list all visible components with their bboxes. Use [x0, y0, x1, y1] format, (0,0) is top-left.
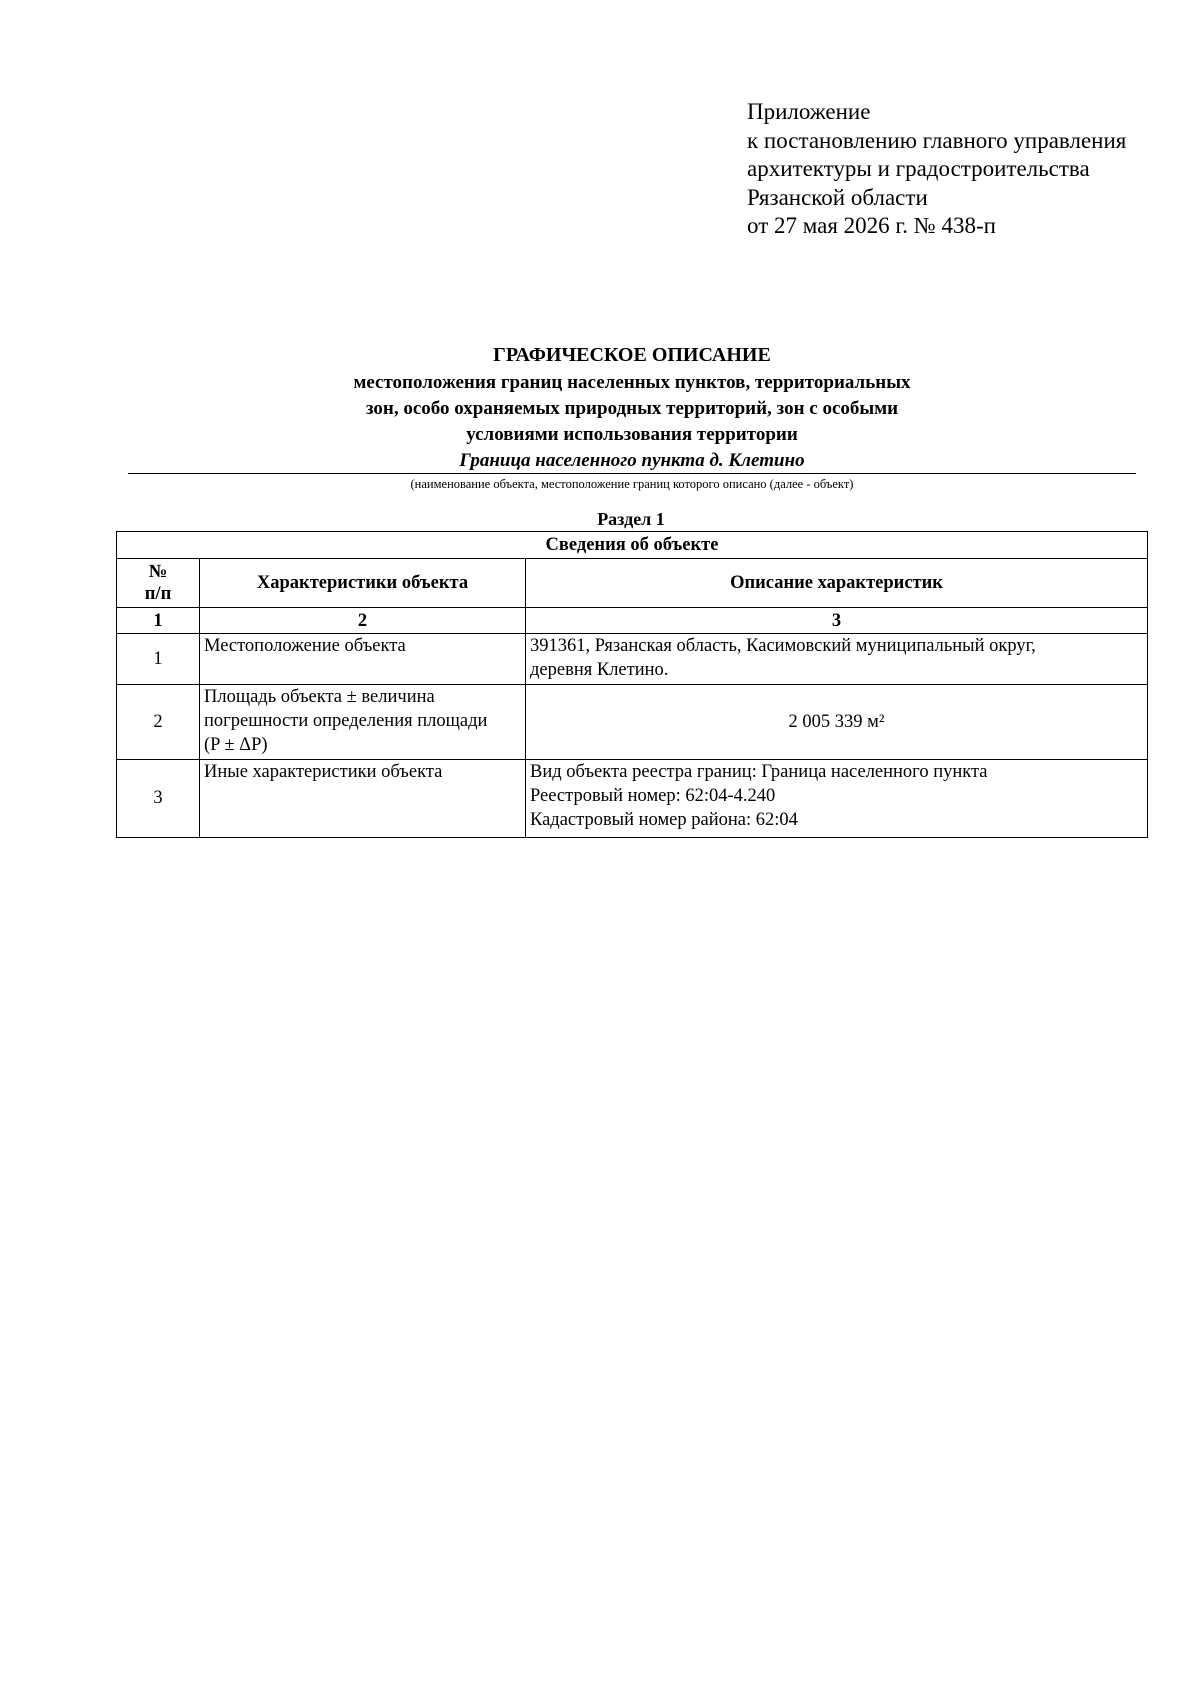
header-num-line2: п/п	[144, 584, 172, 604]
row-label	[200, 685, 526, 760]
column-number: 3	[526, 608, 1148, 634]
annex-line: к постановлению главного управления	[747, 127, 1127, 153]
table-header-row	[117, 559, 1148, 608]
document-title: ГРАФИЧЕСКОЕ ОПИСАНИЕ	[493, 344, 771, 366]
row-value-line: деревня Клетино.	[530, 660, 669, 680]
row-label: Местоположение объекта	[200, 634, 526, 685]
table-row	[117, 634, 1148, 685]
document-subtitle-line: условиями использования территории	[466, 424, 798, 445]
table-row	[117, 685, 1148, 760]
row-value-line: 391361, Рязанская область, Касимовский муниципальный округ,	[530, 636, 1036, 656]
column-number: 1	[117, 608, 200, 634]
annex-block	[747, 98, 1126, 241]
row-number: 3	[117, 760, 200, 838]
annex-line: от 27 мая 2026 г. № 438-п	[747, 213, 996, 238]
section-title: Раздел 1	[597, 509, 665, 529]
column-number-row	[117, 608, 1148, 634]
header-characteristics: Характеристики объекта	[200, 559, 526, 608]
row-value	[526, 634, 1148, 685]
object-name-underline	[128, 473, 1136, 474]
row-value-line: Кадастровый номер района: 62:04	[530, 810, 798, 830]
annex-line: Приложение	[747, 99, 871, 124]
header-num-line1: №	[148, 562, 168, 582]
object-name: Граница населенного пункта д. Клетино	[459, 450, 805, 471]
header-num	[117, 559, 200, 608]
document-title-block	[128, 341, 1136, 474]
annex-line: Рязанской области	[747, 184, 928, 210]
row-label-line: (P ± ΔР)	[204, 735, 268, 755]
object-info-table	[116, 531, 1148, 838]
row-label: Иные характеристики объекта	[200, 760, 526, 838]
row-value: 2 005 339 м²	[526, 685, 1148, 760]
object-name-caption: (наименование объекта, местоположение границ которого описано (далее - объект)	[410, 477, 854, 491]
table-caption-row	[117, 532, 1148, 559]
table-row	[117, 760, 1148, 838]
annex-line: архитектуры и градостроительства	[747, 156, 1090, 181]
table-caption: Сведения об объекте	[117, 532, 1148, 559]
row-label-line: Площадь объекта ± величина	[204, 687, 435, 707]
document-subtitle-line: зон, особо охраняемых природных территорий, зон с особыми	[365, 398, 899, 419]
row-number: 1	[117, 634, 200, 685]
row-value-line: Вид объекта реестра границ: Граница населенного пункта	[530, 762, 988, 782]
row-number: 2	[117, 685, 200, 760]
row-value-line: Реестровый номер: 62:04-4.240	[530, 786, 776, 806]
document-subtitle-line: местоположения границ населенных пунктов, территориальных	[353, 372, 911, 393]
row-label-line: погрешности определения площади	[204, 711, 488, 731]
header-description: Описание характеристик	[526, 559, 1148, 608]
row-value	[526, 760, 1148, 838]
column-number: 2	[200, 608, 526, 634]
